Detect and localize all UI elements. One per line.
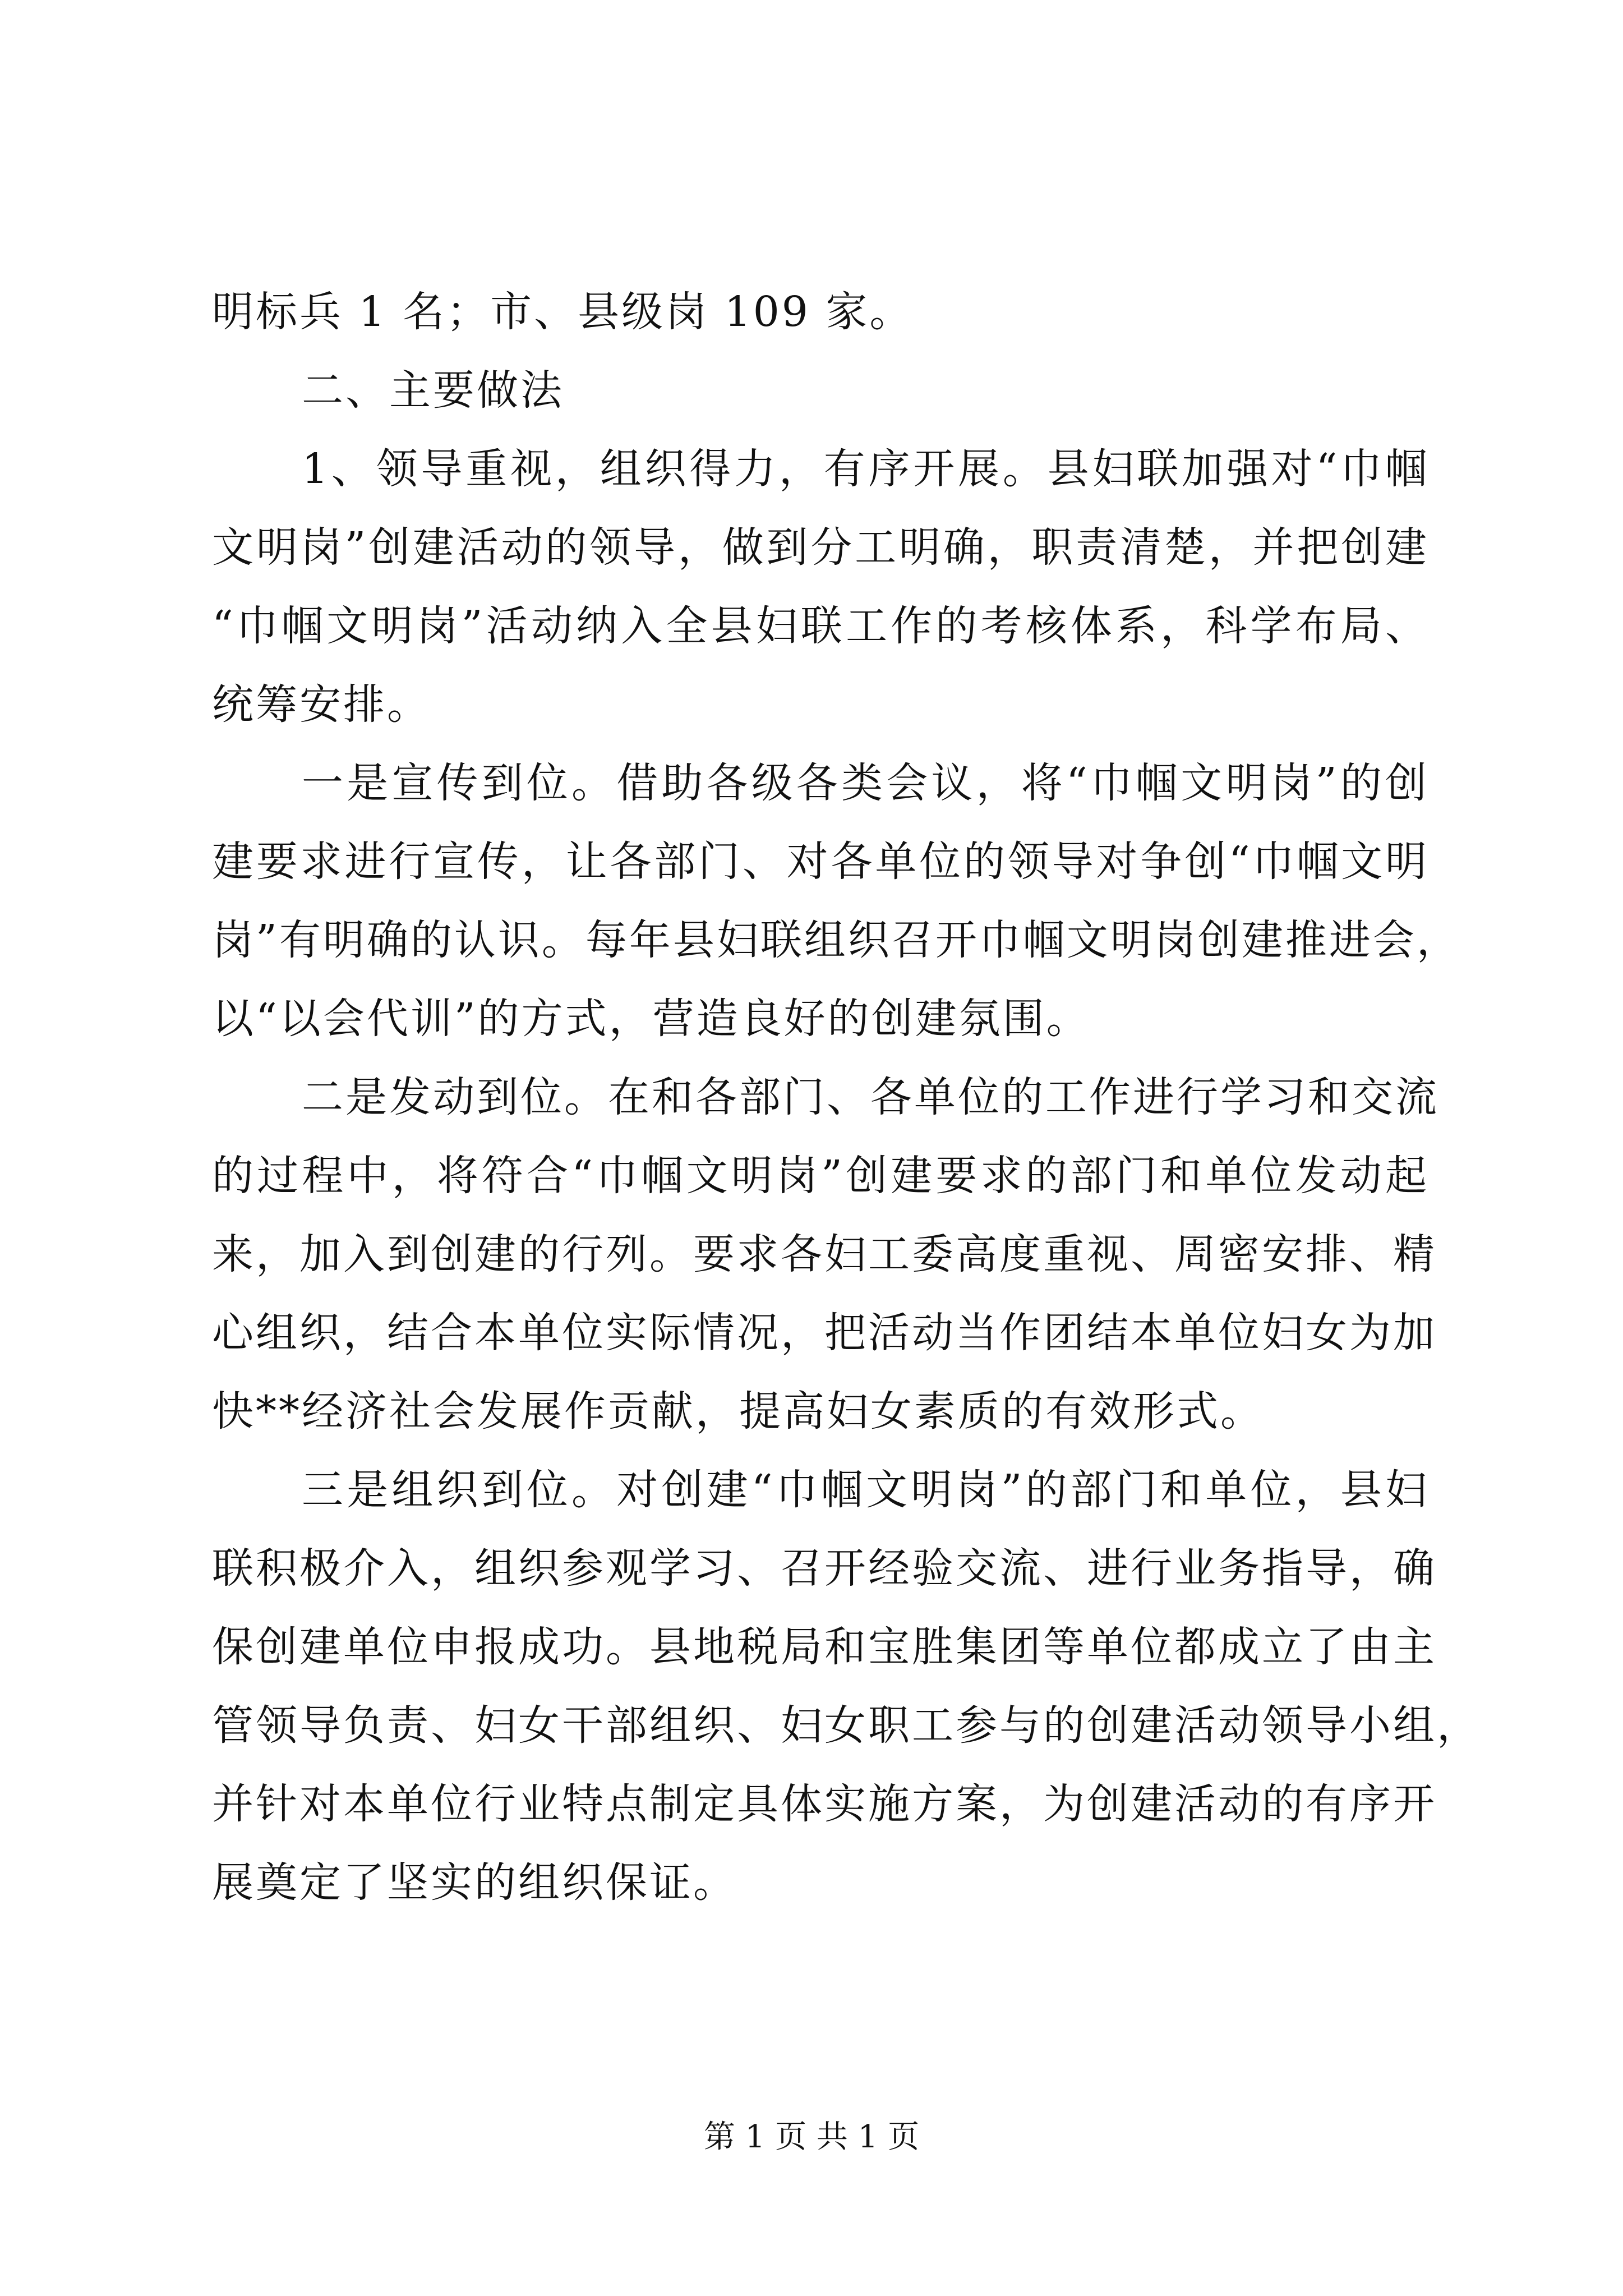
text-line: 明标兵 1 名；市、县级岗 109 家。 — [212, 288, 914, 336]
text-line: 三是组织到位。对创建“巾帼文明岗”的部门和单位，县妇 — [302, 1466, 1429, 1514]
text-line: 1、领导重视，组织得力，有序开展。县妇联加强对“巾帼 — [302, 445, 1429, 493]
text-line: 二是发动到位。在和各部门、各单位的工作进行学习和交流 — [302, 1073, 1439, 1121]
text-line: 保创建单位申报成功。县地税局和宝胜集团等单位都成立了由主 — [212, 1623, 1437, 1671]
text-line: 联积极介入，组织参观学习、召开经验交流、进行业务指导，确 — [212, 1544, 1437, 1593]
text-line: 展奠定了坚实的组织保证。 — [212, 1858, 737, 1907]
text-line: 以“以会代训”的方式，营造良好的创建氛围。 — [212, 995, 1090, 1043]
text-line: 心组织，结合本单位实际情况，把活动当作团结本单位妇女为加 — [212, 1309, 1437, 1357]
document-body — [212, 273, 1481, 1922]
text-line: 建要求进行宣传，让各部门、对各单位的领导对争创“巾帼文明 — [212, 838, 1429, 886]
section-heading: 二、主要做法 — [302, 366, 564, 415]
text-line: “巾帼文明岗”活动纳入全县妇联工作的考核体系，科学布局、 — [212, 602, 1429, 650]
text-line: 的过程中，将符合“巾帼文明岗”创建要求的部门和单位发动起 — [212, 1152, 1429, 1200]
text-line: 岗”有明确的认识。每年县妇联组织召开巾帼文明岗创建推进会， — [212, 916, 1460, 964]
text-line: 一是宣传到位。借助各级各类会议，将“巾帼文明岗”的创 — [302, 759, 1429, 807]
text-line: 统筹安排。 — [212, 680, 431, 729]
text-line: 文明岗”创建活动的领导，做到分工明确，职责清楚，并把创建 — [212, 523, 1429, 572]
page-number-label: 第 1 页 共 1 页 — [703, 2119, 920, 2155]
text-line: 并针对本单位行业特点制定具体实施方案，为创建活动的有序开 — [212, 1780, 1437, 1828]
text-line: 快**经济社会发展作贡献，提高妇女素质的有效形式。 — [212, 1387, 1264, 1435]
page-footer — [0, 2115, 1623, 2160]
text-line: 管领导负责、妇女干部组织、妇女职工参与的创建活动领导小组， — [212, 1701, 1481, 1750]
text-line: 来，加入到创建的行列。要求各妇工委高度重视、周密安排、精 — [212, 1230, 1437, 1278]
